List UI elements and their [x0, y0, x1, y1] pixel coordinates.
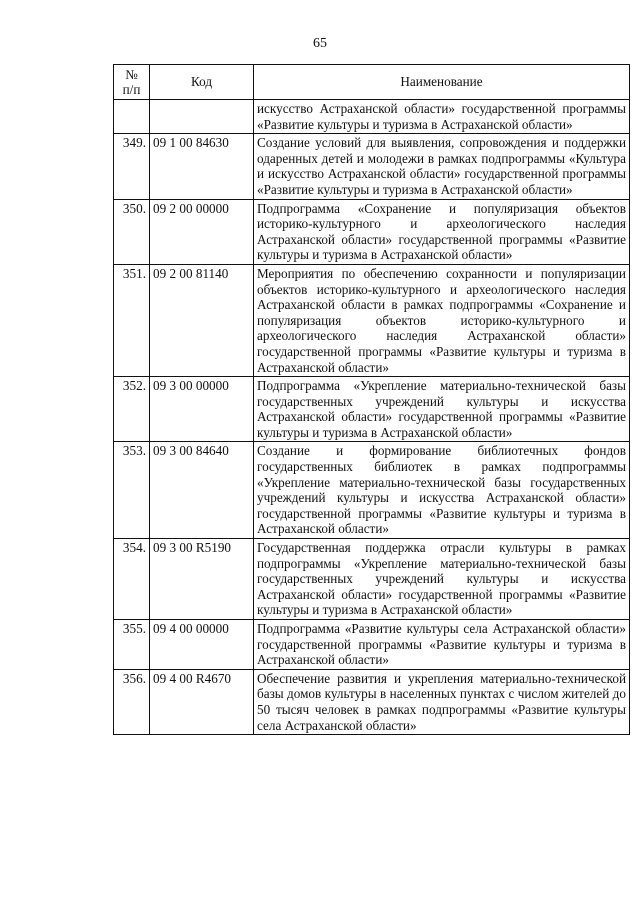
row-name: Подпрограмма «Сохранение и популяризация объектов историко-культурного и археологического наследия Астраханской области» государственной программы «Развитие культуры и туризма в Астраханской области»	[254, 199, 630, 264]
row-name: Обеспечение развития и укрепления материально-технической базы домов культуры в населенных пунктах с числом жителей до 50 тысяч человек в рамках подпрограммы «Развитие культуры села Астраханской области»	[254, 669, 630, 734]
row-number: 349.	[114, 134, 150, 199]
row-number: 356.	[114, 669, 150, 734]
page-number: 65	[313, 36, 327, 51]
row-number: 350.	[114, 199, 150, 264]
table-row	[114, 620, 630, 670]
row-number: 355.	[114, 620, 150, 670]
budget-classification-table	[113, 64, 630, 735]
row-number	[114, 100, 150, 134]
table-row	[114, 377, 630, 442]
column-header-name: Наименование	[254, 65, 630, 100]
table-header-row	[114, 65, 630, 100]
table-row	[114, 442, 630, 539]
row-code: 09 4 00 R4670	[150, 669, 254, 734]
row-code: 09 2 00 81140	[150, 264, 254, 376]
row-number: 351.	[114, 264, 150, 376]
row-name: Государственная поддержка отрасли культуры в рамках подпрограммы «Укрепление материально-технической базы государственных учреждений культуры и искусства Астраханской области» государственной программы «Развитие культуры и туризма в Астраханской области»	[254, 539, 630, 620]
row-code: 09 2 00 00000	[150, 199, 254, 264]
row-number: 354.	[114, 539, 150, 620]
row-code: 09 3 00 00000	[150, 377, 254, 442]
table-row	[114, 134, 630, 199]
row-name: Создание условий для выявления, сопровождения и поддержки одаренных детей и молодежи в рамках подпрограммы «Культура и искусство Астраханской области» государственной программы «Развитие культуры и туризма в Астраханской области»	[254, 134, 630, 199]
table-row	[114, 100, 630, 134]
table-row	[114, 264, 630, 376]
column-header-code: Код	[150, 65, 254, 100]
row-code: 09 3 00 84640	[150, 442, 254, 539]
row-number: 352.	[114, 377, 150, 442]
row-code	[150, 100, 254, 134]
row-code: 09 4 00 00000	[150, 620, 254, 670]
row-code: 09 1 00 84630	[150, 134, 254, 199]
row-code: 09 3 00 R5190	[150, 539, 254, 620]
table-row	[114, 199, 630, 264]
table-row	[114, 539, 630, 620]
row-name: Подпрограмма «Укрепление материально-технической базы государственных учреждений культуры и искусства Астраханской области» государственной программы «Развитие культуры и туризма в Астраханской области»	[254, 377, 630, 442]
row-name: искусство Астраханской области» государственной программы «Развитие культуры и туризма в Астраханской области»	[254, 100, 630, 134]
table-row	[114, 669, 630, 734]
row-name: Мероприятия по обеспечению сохранности и популяризации объектов историко-культурного и археологического наследия Астраханской области в рамках подпрограммы «Сохранение и популяризация объектов историко-культурного и археологического наследия Астраханской области» государственной программы «Развитие культуры и туризма в Астраханской области»	[254, 264, 630, 376]
row-name: Подпрограмма «Развитие культуры села Астраханской области» государственной программы «Развитие культуры и туризма в Астраханской области»	[254, 620, 630, 670]
row-name: Создание и формирование библиотечных фондов государственных библиотек в рамках подпрограммы «Укрепление материально-технической базы государственных учреждений культуры и искусства Астраханской области» государственной программы «Развитие культуры и туризма в Астраханской области»	[254, 442, 630, 539]
row-number: 353.	[114, 442, 150, 539]
column-header-number: № п/п	[114, 65, 150, 100]
